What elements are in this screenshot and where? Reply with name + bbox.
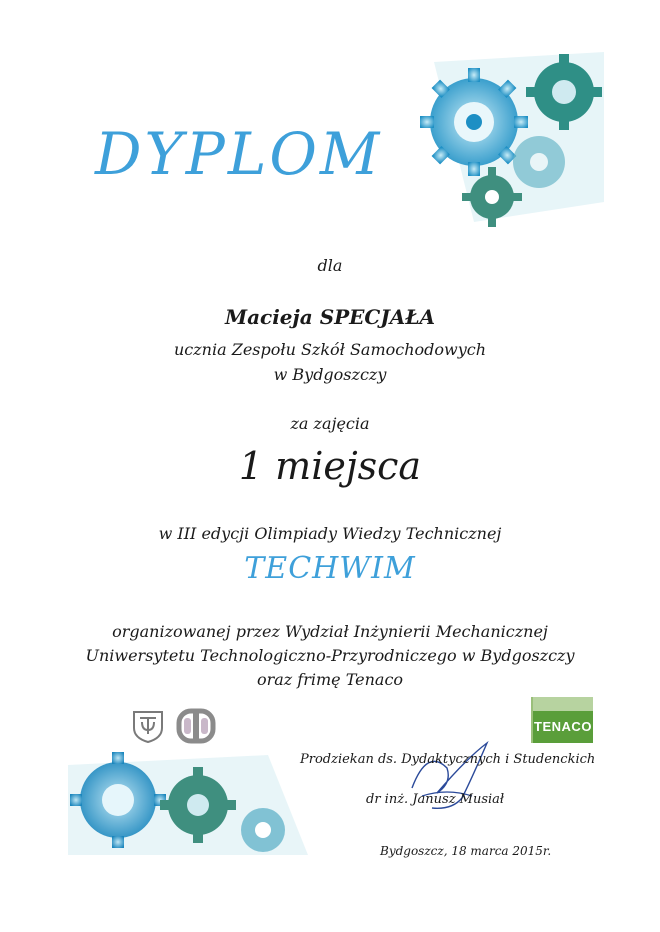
school-line-1: ucznia Zespołu Szkół Samochodowych (173, 340, 487, 359)
wim-logo-icon (176, 708, 216, 744)
signer-name: dr inż. Janusz Musiał (366, 792, 505, 807)
signer-role: Prodziekan ds. Dydaktycznych i Studenckich (300, 752, 596, 767)
za-zajecia-label: za zajęcia (290, 414, 370, 433)
tenaco-logo-band (533, 697, 593, 711)
dla-label: dla (317, 256, 343, 275)
diploma-title: DYPLOM (95, 120, 383, 188)
utp-logo-icon (130, 708, 166, 744)
organizer-line-2: Uniwersytetu Technologiczno-Przyrodniczego w Bydgoszczy (85, 646, 575, 665)
recipient-name: Macieja SPECJAŁA (224, 305, 436, 329)
organizer-line-1: organizowanej przez Wydział Inżynierii Mechanicznej (112, 622, 548, 641)
gears-decoration-bottom (68, 745, 308, 855)
place-award: 1 miejsca (238, 444, 422, 488)
tenaco-logo (531, 697, 593, 743)
date-place: Bydgoszcz, 18 marca 2015r. (380, 844, 552, 858)
olympiad-name: TECHWIM (244, 551, 416, 586)
edition-line: w III edycji Olimpiady Wiedzy Technicznej (158, 524, 502, 543)
school-line-2: w Bydgoszczy (273, 365, 387, 384)
tenaco-logo-text: TENACO (533, 711, 593, 743)
organizer-line-3: oraz frimę Tenaco (256, 670, 404, 689)
gears-decoration-top (414, 52, 604, 232)
